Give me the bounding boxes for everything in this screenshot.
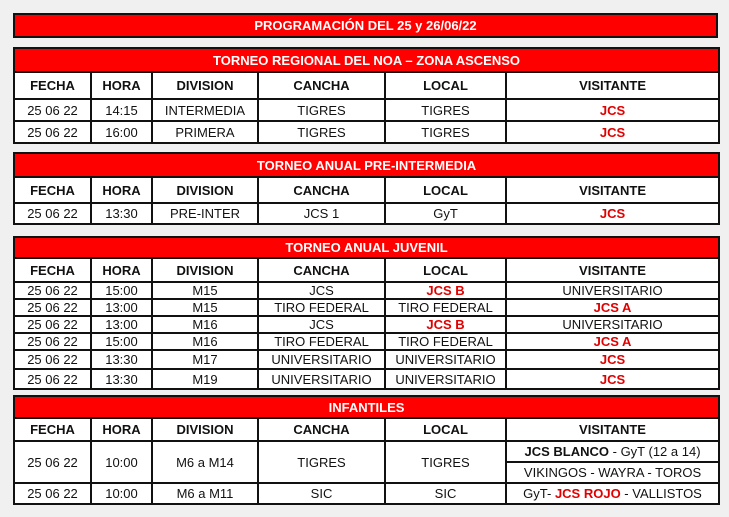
cell-local: TIGRES [385,121,506,143]
col-fecha: FECHA [14,177,91,203]
table-row [14,350,719,369]
cell-hora: 13:00 [91,299,152,316]
table-row [14,369,719,389]
cell-local: TIGRES [385,99,506,121]
cell-cancha: JCS 1 [258,203,385,224]
cell-visitante: JCS [506,203,719,224]
col-hora: HORA [91,72,152,99]
col-fecha: FECHA [14,418,91,441]
cell-visitante: UNIVERSITARIO [506,282,719,299]
section-title: INFANTILES [14,396,719,418]
cell-fecha: 25 06 22 [14,99,91,121]
cell-cancha: TIRO FEDERAL [258,299,385,316]
cell-local: UNIVERSITARIO [385,350,506,369]
visitante-highlight: JCS BLANCO [524,444,610,459]
cell-cancha: UNIVERSITARIO [258,369,385,389]
table-row [14,282,719,299]
col-local: LOCAL [385,258,506,282]
col-local: LOCAL [385,72,506,99]
table-row [14,316,719,333]
section-juvenil [13,236,720,390]
section-pre-intermedia [13,152,720,225]
section-title: TORNEO REGIONAL DEL NOA – ZONA ASCENSO [14,48,719,72]
cell-local: SIC [385,483,506,504]
section-regional-noa [13,47,720,144]
table-row [14,203,719,224]
cell-hora: 15:00 [91,282,152,299]
table-row [14,99,719,121]
cell-hora: 13:30 [91,203,152,224]
cell-hora: 15:00 [91,333,152,350]
cell-visitante: JCS [506,350,719,369]
cell-hora: 10:00 [91,441,152,483]
cell-cancha: JCS [258,282,385,299]
cell-fecha: 25 06 22 [14,316,91,333]
cell-division: INTERMEDIA [152,99,258,121]
col-local: LOCAL [385,418,506,441]
cell-cancha: TIGRES [258,99,385,121]
col-cancha: CANCHA [258,258,385,282]
col-visitante: VISITANTE [506,72,719,99]
cell-division: PRIMERA [152,121,258,143]
col-visitante: VISITANTE [506,258,719,282]
column-header-row [14,258,719,282]
col-hora: HORA [91,258,152,282]
cell-division: M17 [152,350,258,369]
visitante-pre: GyT- [523,486,555,501]
column-header-row [14,72,719,99]
cell-local: JCS B [385,282,506,299]
table-row [14,483,719,504]
col-division: DIVISION [152,177,258,203]
cell-cancha: TIRO FEDERAL [258,333,385,350]
cell-visitante: JCS [506,121,719,143]
visitante-rest: - GyT (12 a 14) [609,444,701,459]
cell-visitante: VIKINGOS - WAYRA - TOROS [506,462,719,483]
cell-hora: 14:15 [91,99,152,121]
cell-cancha: SIC [258,483,385,504]
cell-fecha: 25 06 22 [14,333,91,350]
cell-division: M15 [152,282,258,299]
cell-cancha: JCS [258,316,385,333]
table-row [14,333,719,350]
cell-visitante [506,441,719,462]
cell-local: JCS B [385,316,506,333]
visitante-highlight: JCS ROJO [554,486,621,501]
cell-hora: 16:00 [91,121,152,143]
col-visitante: VISITANTE [506,418,719,441]
table-row [14,441,719,462]
cell-fecha: 25 06 22 [14,350,91,369]
table-row [14,299,719,316]
cell-cancha: UNIVERSITARIO [258,350,385,369]
cell-hora: 10:00 [91,483,152,504]
cell-fecha: 25 06 22 [14,121,91,143]
col-division: DIVISION [152,258,258,282]
cell-local: TIRO FEDERAL [385,299,506,316]
cell-hora: 13:30 [91,350,152,369]
cell-cancha: TIGRES [258,121,385,143]
section-infantiles [13,395,720,505]
col-fecha: FECHA [14,72,91,99]
cell-division: M19 [152,369,258,389]
col-hora: HORA [91,418,152,441]
section-title: TORNEO ANUAL PRE-INTERMEDIA [14,153,719,177]
table-row [14,121,719,143]
col-cancha: CANCHA [258,177,385,203]
col-division: DIVISION [152,72,258,99]
cell-division: M15 [152,299,258,316]
cell-division: M16 [152,333,258,350]
column-header-row [14,177,719,203]
cell-division: M16 [152,316,258,333]
cell-fecha: 25 06 22 [14,483,91,504]
cell-visitante: JCS A [506,299,719,316]
col-cancha: CANCHA [258,418,385,441]
cell-visitante: JCS [506,99,719,121]
cell-local: GyT [385,203,506,224]
col-local: LOCAL [385,177,506,203]
col-fecha: FECHA [14,258,91,282]
col-division: DIVISION [152,418,258,441]
cell-local: UNIVERSITARIO [385,369,506,389]
visitante-post: - VALLISTOS [620,486,702,501]
cell-division: M6 a M11 [152,483,258,504]
page-title: PROGRAMACIÓN DEL 25 y 26/06/22 [13,13,718,38]
cell-fecha: 25 06 22 [14,282,91,299]
cell-cancha: TIGRES [258,441,385,483]
cell-fecha: 25 06 22 [14,441,91,483]
cell-fecha: 25 06 22 [14,203,91,224]
col-visitante: VISITANTE [506,177,719,203]
section-title: TORNEO ANUAL JUVENIL [14,237,719,258]
cell-visitante [506,483,719,504]
cell-local: TIRO FEDERAL [385,333,506,350]
cell-division: M6 a M14 [152,441,258,483]
cell-division: PRE-INTER [152,203,258,224]
cell-visitante: JCS A [506,333,719,350]
cell-visitante: UNIVERSITARIO [506,316,719,333]
column-header-row [14,418,719,441]
col-hora: HORA [91,177,152,203]
cell-visitante: JCS [506,369,719,389]
cell-local: TIGRES [385,441,506,483]
col-cancha: CANCHA [258,72,385,99]
cell-fecha: 25 06 22 [14,369,91,389]
cell-hora: 13:00 [91,316,152,333]
cell-hora: 13:30 [91,369,152,389]
cell-fecha: 25 06 22 [14,299,91,316]
